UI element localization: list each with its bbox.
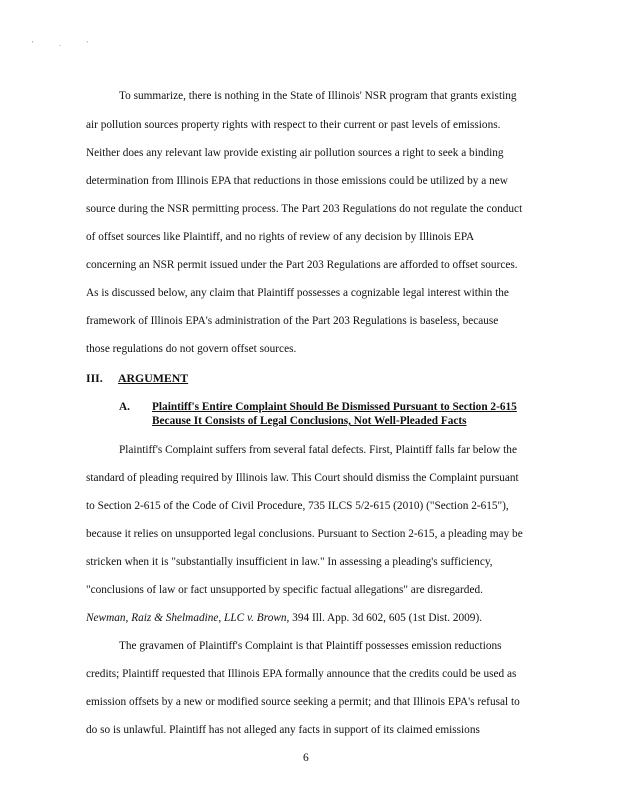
citation-case-name: Newman, Raiz & Shelmadine, LLC v. Brown	[86, 612, 287, 624]
paragraph-1-line: Neither does any relevant law provide existing air pollution sources a right to seek a binding	[86, 147, 504, 159]
paragraph-1-line: those regulations do not govern offset sources.	[86, 343, 297, 355]
citation-reference: , 394 Ill. App. 3d 602, 605 (1st Dist. 2009).	[286, 612, 483, 624]
paragraph-1-line: To summarize, there is nothing in the State of Illinois' NSR program that grants existing	[119, 90, 517, 102]
page-number: 6	[303, 752, 309, 764]
paragraph-3-line: emission offsets by a new or modified source seeking a permit; and that Illinois EPA's refusal to	[86, 696, 520, 708]
paragraph-2-line: standard of pleading required by Illinois law. This Court should dismiss the Complaint pursuant	[86, 472, 519, 484]
paragraph-2-line: "conclusions of law or fact unsupported by specific factual allegations" are disregarded.	[86, 584, 483, 596]
subsection-title-line-2: Because It Consists of Legal Conclusions, Not Well-Pleaded Facts	[152, 415, 467, 427]
paragraph-1-line: source during the NSR permitting process. The Part 203 Regulations do not regulate the conduct	[86, 203, 523, 215]
subsection-letter: A.	[119, 401, 130, 413]
section-title: ARGUMENT	[118, 371, 189, 385]
paragraph-1-line: determination from Illinois EPA that reductions in those emissions could be utilized by a new	[86, 175, 508, 187]
paragraph-1-line: of offset sources like Plaintiff, and no rights of review of any decision by Illinois EPA	[86, 231, 475, 243]
paragraph-1-line: As is discussed below, any claim that Plaintiff possesses a cognizable legal interest within the	[86, 287, 509, 299]
section-heading	[86, 371, 188, 386]
paragraph-1-line: air pollution sources property rights with respect to their current or past levels of emissions.	[86, 119, 501, 131]
subsection-title-line-1: Plaintiff's Entire Complaint Should Be Dismissed Pursuant to Section 2-615	[152, 401, 517, 413]
paragraph-2-line: to Section 2-615 of the Code of Civil Procedure, 735 ILCS 5/2-615 (2010) ("Section 2-615"),	[86, 500, 509, 512]
scan-marks: ' . '	[32, 40, 100, 48]
paragraph-3-line: do so is unlawful. Plaintiff has not alleged any facts in support of its claimed emissions	[86, 724, 480, 736]
paragraph-3-line: The gravamen of Plaintiff's Complaint is that Plaintiff possesses emission reductions	[119, 640, 502, 652]
paragraph-3-line: credits; Plaintiff requested that Illinois EPA formally announce that the credits could be used as	[86, 668, 517, 680]
paragraph-1-line: concerning an NSR permit issued under the Part 203 Regulations are afforded to offset sources.	[86, 259, 518, 271]
citation-line	[86, 612, 482, 624]
paragraph-2-line: because it relies on unsupported legal conclusions. Pursuant to Section 2-615, a pleading may be	[86, 528, 523, 540]
paragraph-1-line: framework of Illinois EPA's administration of the Part 203 Regulations is baseless, because	[86, 315, 499, 327]
paragraph-2-line: stricken when it is "substantially insufficient in law." In assessing a pleading's sufficiency,	[86, 556, 493, 568]
paragraph-2-line: Plaintiff's Complaint suffers from several fatal defects. First, Plaintiff falls far below the	[119, 444, 517, 456]
section-numeral: III.	[86, 371, 103, 385]
